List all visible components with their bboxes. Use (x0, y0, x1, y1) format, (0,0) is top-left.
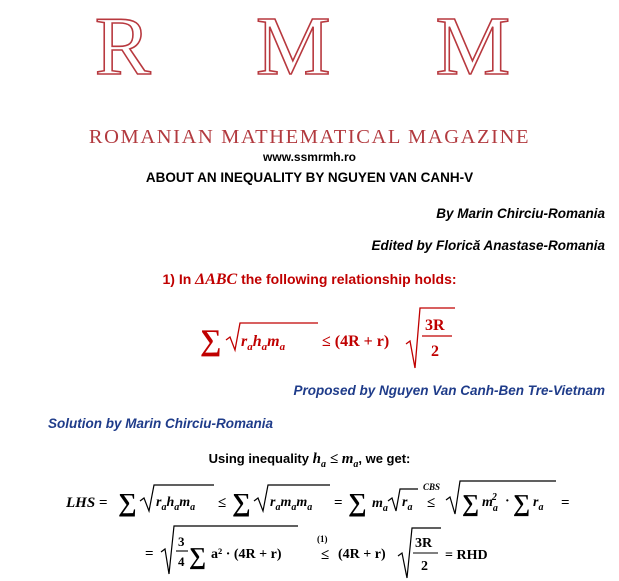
website-url[interactable]: www.ssmrmh.ro (263, 150, 356, 164)
equals-symbol: = (334, 495, 343, 511)
sum-symbol: ∑ (200, 324, 222, 357)
article-title: ABOUT AN INEQUALITY BY NGUYEN VAN CANH-V (145, 170, 474, 185)
leq-symbol: ≤ (321, 547, 330, 563)
frac-denominator: 4 (178, 554, 185, 569)
rfrac-denominator: 2 (421, 559, 428, 574)
r-a-term: $r_a$ (402, 495, 413, 513)
step2-right: (4R + r) (338, 547, 386, 562)
frac-numerator: 3 (178, 534, 185, 549)
problem-statement (0, 271, 619, 289)
problem-number: 1) (162, 271, 175, 287)
using-line (0, 451, 619, 470)
equals-lead: = (145, 546, 154, 562)
sum-symbol: ∑ (118, 488, 137, 517)
solution-step-1 (66, 474, 586, 522)
leq-symbol: ≤ (218, 495, 227, 511)
sum-symbol: ∑ (462, 491, 480, 517)
editor-line: Edited by Florică Anastase-Romania (371, 238, 605, 253)
r-a-sum: $r_a$ (533, 495, 544, 513)
problem-formula (200, 306, 460, 374)
sum-symbol: ∑ (513, 491, 531, 517)
solution-step-2 (145, 522, 505, 580)
radicand-2: $r_am_am_a$ (270, 495, 313, 513)
m-a-squared: $m_a2$ (482, 492, 498, 514)
ref-mark: (1) (317, 534, 328, 544)
solution-by: Solution by Marin Chirciu-Romania (48, 416, 274, 431)
rmm-logo: R M M (94, 0, 553, 93)
using-text: Using inequality (208, 451, 309, 466)
proposed-by: Proposed by Nguyen Van Canh-Ben Tre-Vietnam (293, 383, 605, 398)
sum-symbol: ∑ (232, 488, 251, 517)
radicand-expression: $r_ah_am_a$ (241, 333, 286, 353)
using-tail: , we get: (358, 451, 411, 466)
sum-symbol: ∑ (348, 488, 367, 517)
step2-middle: a² · (4R + r) (211, 547, 282, 562)
using-inequality: $h_a \le m_a$ (312, 451, 359, 470)
m-a-term: $m_a$ (372, 496, 388, 514)
frac-numerator: 3R (425, 317, 445, 334)
frac-denominator: 2 (431, 343, 439, 360)
leq-symbol: ≤ (427, 495, 436, 511)
step2-end: = RHD (445, 548, 488, 563)
radicand-1: $r_ah_am_a$ (156, 495, 196, 513)
author-line: By Marin Chirciu-Romania (436, 206, 605, 221)
magazine-name: ROMANIAN MATHEMATICAL MAGAZINE (88, 126, 531, 148)
cbs-label: CBS (423, 482, 441, 492)
lhs-label: LHS = (66, 495, 108, 511)
rfrac-numerator: 3R (415, 536, 433, 551)
formula-relation: ≤ (4R + r) (322, 333, 390, 350)
problem-text-after: the following relationship holds: (241, 271, 457, 287)
cdot-symbol: · (505, 494, 510, 509)
sum-symbol: ∑ (189, 544, 207, 570)
equals-symbol: = (561, 495, 570, 511)
problem-text-before: In (178, 271, 192, 287)
triangle-symbol: ΔABC (195, 271, 238, 288)
